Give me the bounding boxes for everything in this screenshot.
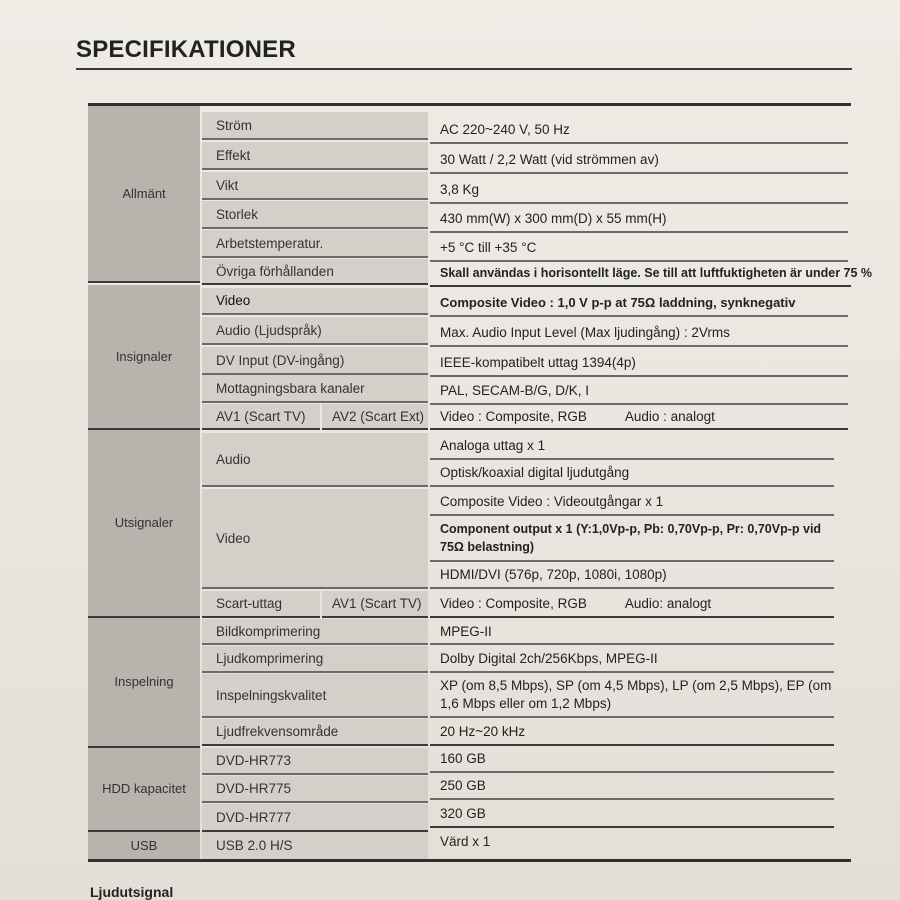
- spec-value-dv-input: IEEE-kompatibelt uttag 1394(4p): [430, 349, 848, 377]
- spec-value-inspelningskvalitet: XP (om 8,5 Mbps), SP (om 4,5 Mbps), LP (om 2,5 Mbps), EP (om 1,6 Mbps eller om 1,2 Mbps): [430, 674, 834, 718]
- spec-value-strom: AC 220~240 V, 50 Hz: [430, 116, 848, 144]
- spec-value-ovriga: Skall användas i horisontellt läge. Se till att luftfuktigheten är under 75 %: [430, 261, 851, 287]
- spec-value-bildkomprimering: MPEG-II: [430, 619, 834, 645]
- spec-value-ut-audio-2: Optisk/koaxial digital ljudutgång: [430, 460, 834, 487]
- section-heading-ljudutsignal: Ljudutsignal: [90, 884, 174, 900]
- spec-label-hr775: DVD-HR775: [202, 776, 428, 803]
- spec-value-hr777: 320 GB: [430, 800, 834, 828]
- spec-label-hr773: DVD-HR773: [202, 748, 428, 775]
- spec-value-vikt: 3,8 Kg: [430, 176, 848, 204]
- spec-value-ut-video-2: Component output x 1 (Y:1,0Vp-p, Pb: 0,70Vp-p, Pr: 0,70Vp-p vid 75Ω belastning): [430, 516, 834, 562]
- spec-label-ljudfrekvens: Ljudfrekvensområde: [202, 719, 428, 746]
- spec-value-ljudkomprimering: Dolby Digital 2ch/256Kbps, MPEG-II: [430, 646, 834, 673]
- spec-value-ut-audio-1: Analoga uttag x 1: [430, 433, 834, 460]
- spec-value-kanaler: PAL, SECAM-B/G, D/K, I: [430, 377, 848, 405]
- title-underline: [76, 68, 852, 70]
- table-bottom-rule: [88, 859, 851, 862]
- spec-label-ovriga: Övriga förhållanden: [202, 259, 428, 285]
- spec-label-effekt: Effekt: [202, 142, 428, 170]
- spec-label-inspelningskvalitet: Inspelningskvalitet: [202, 674, 428, 718]
- spec-value-in-video: Composite Video : 1,0 V p-p at 75Ω laddning, synknegativ: [430, 290, 848, 317]
- spec-label-strom: Ström: [202, 112, 428, 140]
- spec-label-scart-uttag: Scart-uttag: [202, 591, 320, 618]
- page-title: SPECIFIKATIONER: [76, 36, 296, 63]
- spec-value-usb: Värd x 1: [440, 834, 491, 849]
- group-allmant: Allmänt: [88, 106, 200, 283]
- group-insignaler: Insignaler: [88, 285, 200, 430]
- group-inspelning: Inspelning: [88, 618, 200, 748]
- spec-value-effekt: 30 Watt / 2,2 Watt (vid strömmen av): [430, 146, 848, 174]
- spec-value-in-audio: Max. Audio Input Level (Max ljudingång) : 2Vrms: [430, 319, 848, 347]
- spec-label-ut-audio: Audio: [202, 433, 428, 487]
- spec-label-bildkomprimering: Bildkomprimering: [202, 619, 428, 645]
- spec-value-ut-video-1: Composite Video : Videoutgångar x 1: [430, 489, 834, 516]
- spec-label-av1-scart-tv: AV1 (Scart TV): [202, 404, 320, 430]
- spec-label-storlek: Storlek: [202, 201, 428, 229]
- spec-label-hr777: DVD-HR777: [202, 804, 428, 832]
- group-hdd-kapacitet: HDD kapacitet: [88, 748, 200, 832]
- spec-label-dv-input: DV Input (DV-ingång): [202, 347, 428, 375]
- scart-video: Video : Composite, RGB: [440, 596, 587, 611]
- av-in-video: Video : Composite, RGB: [440, 408, 587, 424]
- spec-label-av2-scart-ext: AV2 (Scart Ext): [322, 404, 428, 430]
- av-in-audio: Audio : analogt: [624, 408, 715, 424]
- spec-label-ut-video: Video: [202, 489, 428, 589]
- spec-value-av-in: [430, 404, 848, 430]
- spec-value-hr773: 160 GB: [430, 746, 834, 773]
- scart-audio: Audio: analogt: [624, 596, 712, 611]
- spec-label-ljudkomprimering: Ljudkomprimering: [202, 646, 428, 673]
- spec-value-arbetstemperatur: +5 °C till +35 °C: [430, 234, 848, 262]
- spec-label-arbetstemperatur: Arbetstemperatur.: [202, 230, 428, 258]
- spec-label-vikt: Vikt: [202, 172, 428, 200]
- spec-value-ljudfrekvens: 20 Hz~20 kHz: [430, 719, 834, 746]
- spec-label-in-video: Video: [202, 288, 428, 315]
- spec-value-storlek: 430 mm(W) x 300 mm(D) x 55 mm(H): [430, 205, 848, 233]
- spec-label-usb: USB 2.0 H/S: [202, 832, 428, 859]
- spec-label-kanaler: Mottagningsbara kanaler: [202, 375, 428, 403]
- group-usb: USB: [88, 832, 200, 859]
- spec-label-scart-av1: AV1 (Scart TV): [322, 591, 428, 618]
- spec-value-scart-uttag: [430, 591, 834, 618]
- group-utsignaler: Utsignaler: [88, 430, 200, 618]
- spec-value-ut-video-3: HDMI/DVI (576p, 720p, 1080i, 1080p): [430, 562, 834, 589]
- table-top-rule: [88, 103, 851, 106]
- spec-label-in-audio: Audio (Ljudspråk): [202, 317, 428, 345]
- spec-value-hr775: 250 GB: [430, 773, 834, 800]
